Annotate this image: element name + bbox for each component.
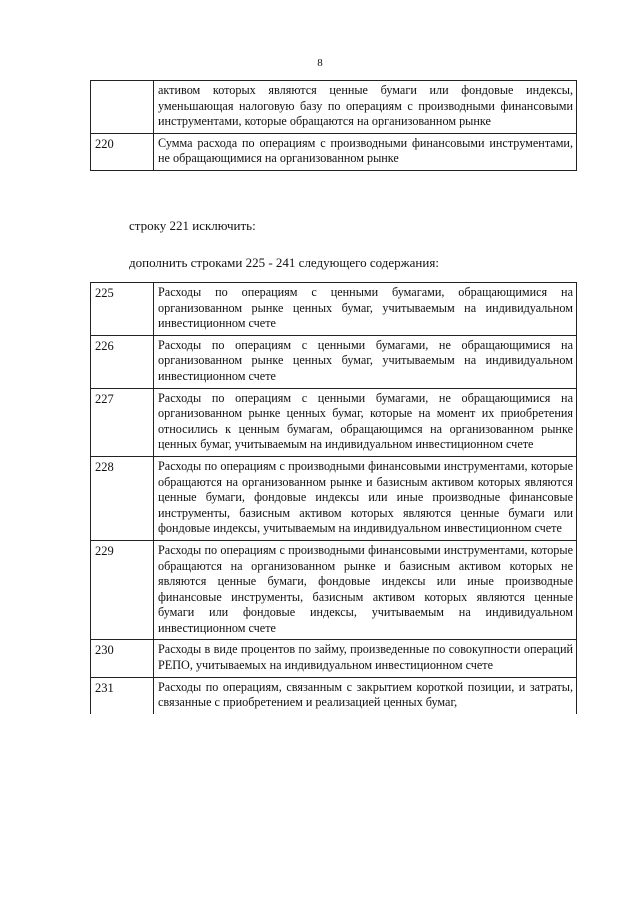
table-row — [91, 388, 577, 456]
row-description: Расходы по операциям с производными финансовыми инструментами, которые обращаются на организованном рынке и базисным активом которых не являются ценные бумаги, фондовые индексы или иные производные финансовые инструменты, базисным активом которых являются ценные бумаги или фондовые индексы, учитываемым на индивидуальном инвестиционном счете — [154, 540, 577, 640]
row-description: Расходы по операциям, связанным с закрытием короткой позиции, и затраты, связанные с приобретением и реализацией ценных бумаг, — [154, 677, 577, 714]
row-code: 230 — [91, 640, 154, 677]
add-instruction: дополнить строками 225 - 241 следующего содержания: — [129, 255, 439, 270]
row-code: 226 — [91, 335, 154, 388]
row-code: 228 — [91, 456, 154, 540]
row-description: Расходы по операциям с ценными бумагами, обращающимися на организованном рынке ценных бумаг, учитываемым на индивидуальном инвестиционном счете — [154, 283, 577, 336]
table-row — [91, 335, 577, 388]
new-codes-table — [90, 282, 577, 714]
row-code: 231 — [91, 677, 154, 714]
page-number: 8 — [317, 57, 323, 69]
table-row — [91, 456, 577, 540]
row-description: Расходы в виде процентов по займу, произведенные по совокупности операций РЕПО, учитываемых на индивидуальном инвестиционном счете — [154, 640, 577, 677]
row-description: Расходы по операциям с производными финансовыми инструментами, которые обращаются на организованном рынке и базисным активом которых являются ценные бумаги, фондовые индексы или иные производные финансовые инструменты, базисным активом которых являются ценные бумаги или фондовые индексы, учитываемым на индивидуальном инвестиционном счете — [154, 456, 577, 540]
continued-codes-table — [90, 80, 577, 171]
table-row — [91, 283, 577, 336]
table-row — [91, 677, 577, 714]
exclude-instruction: строку 221 исключить: — [129, 218, 256, 233]
table-row — [91, 133, 577, 170]
table-row — [91, 540, 577, 640]
row-description: Сумма расхода по операциям с производными финансовыми инструментами, не обращающимися на организованном рынке — [154, 133, 577, 170]
row-code: 229 — [91, 540, 154, 640]
row-description: Расходы по операциям с ценными бумагами, не обращающимися на организованном рынке ценных бумаг, учитываемым на индивидуальном инвестиционном счете — [154, 335, 577, 388]
row-code: 220 — [91, 133, 154, 170]
row-description: Расходы по операциям с ценными бумагами, не обращающимися на организованном рынке ценных бумаг, которые на момент их приобретения относились к ценным бумагам, обращающимся на организованном рынке ценных бумаг, учитываемым на индивидуальном инвестиционном счете — [154, 388, 577, 456]
row-code — [91, 81, 154, 134]
table-row — [91, 640, 577, 677]
row-code: 227 — [91, 388, 154, 456]
row-code: 225 — [91, 283, 154, 336]
table-row — [91, 81, 577, 134]
row-description: активом которых являются ценные бумаги или фондовые индексы, уменьшающая налоговую базу по операциям с производными финансовыми инструментами, которые обращаются на организованном рынке — [154, 81, 577, 134]
